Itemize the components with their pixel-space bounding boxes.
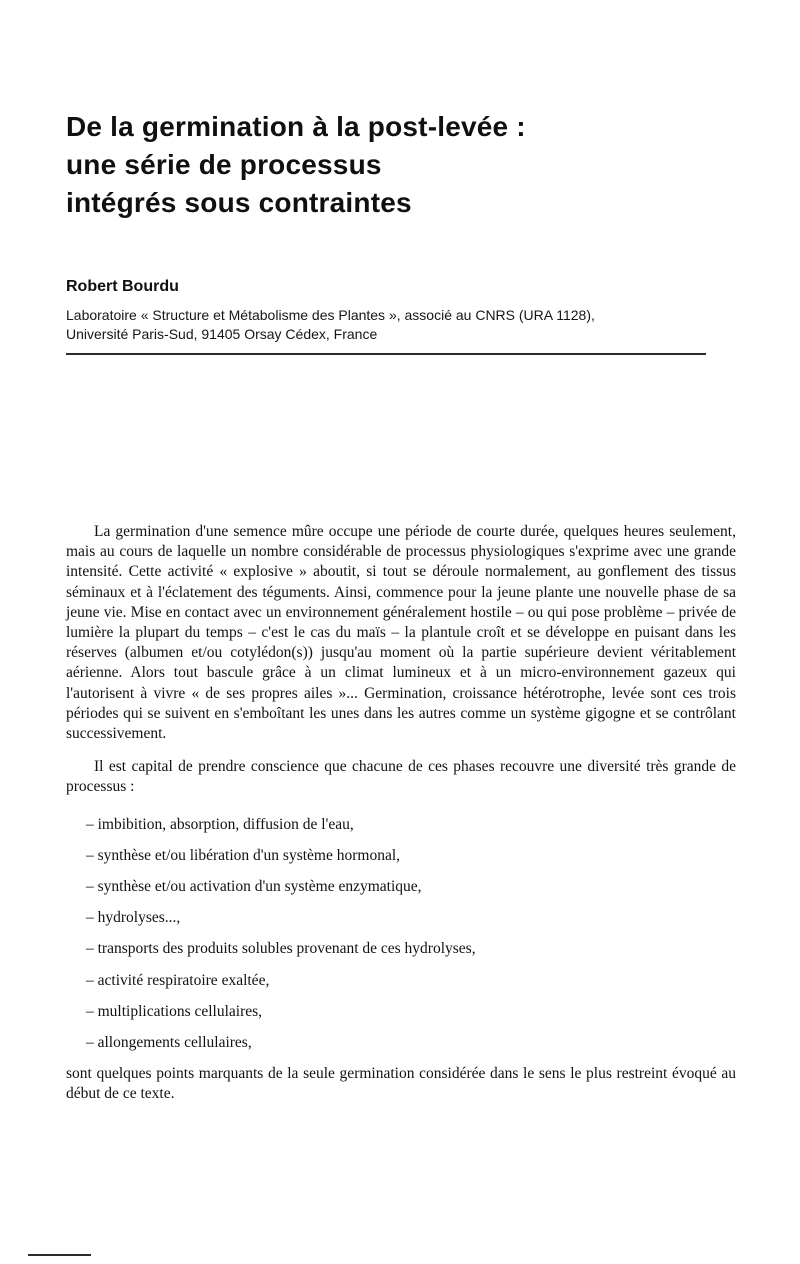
list-item-hormonal: – synthèse et/ou libération d'un système hormonal,: [86, 846, 401, 864]
list-item-transports: – transports des produits solubles provenant de ces hydrolyses,: [86, 940, 476, 958]
author-name: Robert Bourdu: [66, 278, 179, 295]
list-item-allongements: – allongements cellulaires,: [86, 1034, 252, 1052]
list-item-enzymatique: – synthèse et/ou activation d'un système enzymatique,: [86, 878, 422, 896]
list-item-respiratoire: – activité respiratoire exaltée,: [86, 971, 270, 989]
body-paragraph-1: La germination d'une semence mûre occupe une période de courte durée, quelques heures seulement, mais au cours de laquelle un nombre considérable de processus physiologiques s'exprime avec une grande intensité. Cette activité « explosive » aboutit, si tout se déroule normalement, au gonflement des tissus séminaux et à l'éclatement des téguments. Ainsi, commence pour la jeune plante une nouvelle phase de sa jeune vie. Mise en contact avec un environnement généralement hostile – ou qui pose problème – privée de lumière la plupart du temps – c'est le cas du maïs – la plantule croît et se développe en puisant dans les réserves (albumen et/ou cotylédon(s)) jusqu'au moment où la partie supérieure devient véritablement aérienne. Alors tout bascule grâce à un climat lumineux et à un micro-environnement gazeux qui l'autorisent à vivre « de ses propres ailes »... Germination, croissance hétérotrophe, levée sont ces trois périodes qui se suivent en s'emboîtant les unes dans les autres comme un système gigogne et se contrôlant successivement.: [66, 523, 736, 743]
list-item-hydrolyses: – hydrolyses...,: [86, 909, 181, 927]
article-body: [66, 522, 736, 1105]
title-line-3: intégrés sous contraintes: [66, 187, 412, 218]
page-content: [66, 108, 736, 1105]
header-divider: [66, 353, 706, 355]
affiliation-line-1: Laboratoire « Structure et Métabolisme des Plantes », associé au CNRS (URA 1128),: [66, 307, 595, 323]
footnote-rule: [28, 1254, 91, 1256]
list-item-multiplications: – multiplications cellulaires,: [86, 1002, 263, 1020]
author-affiliation: [66, 306, 736, 344]
title-line-2: une série de processus: [66, 149, 382, 180]
closing-paragraph: sont quelques points marquants de la seule germination considérée dans le sens le plus restreint évoqué au début de ce texte.: [66, 1065, 736, 1103]
title-line-1: De la germination à la post-levée :: [66, 111, 526, 142]
affiliation-line-2: Université Paris-Sud, 91405 Orsay Cédex, France: [66, 326, 378, 342]
list-item-imbibition: – imbibition, absorption, diffusion de l'eau,: [86, 815, 354, 833]
body-paragraph-2: Il est capital de prendre conscience que chacune de ces phases recouvre une diversité très grande de processus :: [66, 758, 736, 796]
process-list: [66, 815, 736, 1054]
article-title: [66, 108, 736, 222]
